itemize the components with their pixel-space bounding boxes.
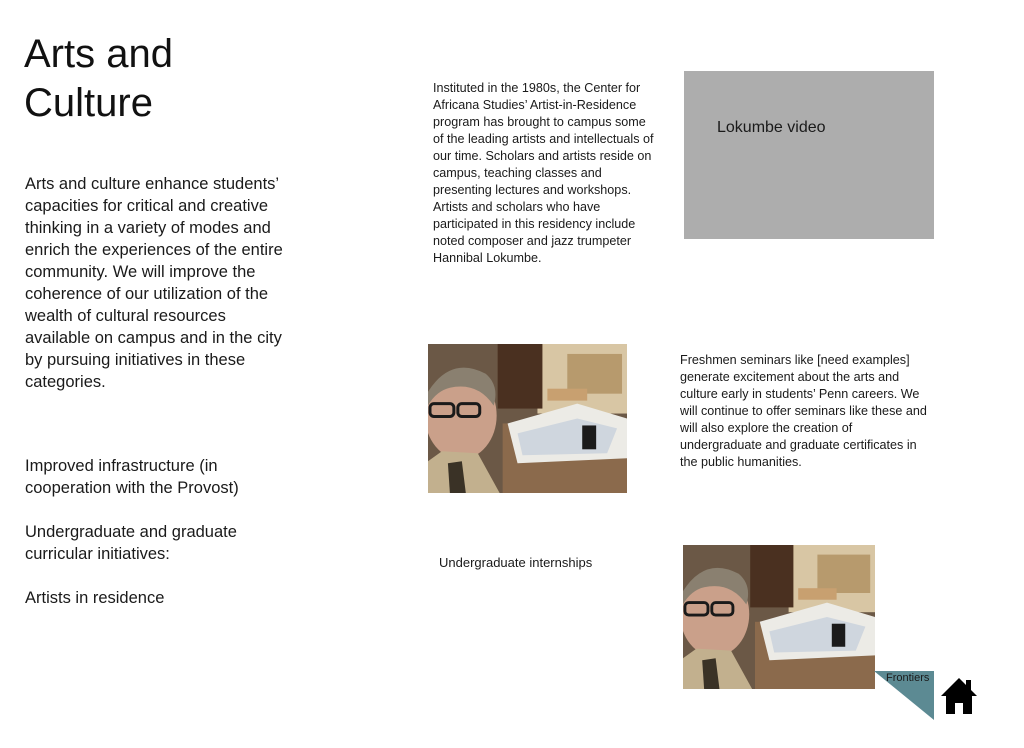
- home-icon: [941, 677, 977, 715]
- intro-paragraph: Arts and culture enhance students’ capacities for critical and creative thinking in a variety of modes and enrich the experiences of the entire community. We will improve the coherence of our utilization of the wealth of cultural resources available on campus and in the city by pursuing initiatives in these categories.: [25, 175, 283, 391]
- undergraduate-internships-label: Undergraduate internships: [439, 555, 593, 570]
- portrait-photo: [428, 344, 627, 493]
- freshmen-seminars-text: Freshmen seminars like [need examples] generate excitement about the arts and culture early in students’ Penn careers. We will continue to offer seminars like these and will also explore the creation of undergraduate and graduate certificates in the public humanities.: [680, 353, 927, 469]
- category-artists-in-residence: Artists in residence: [25, 589, 165, 607]
- home-button[interactable]: [941, 677, 977, 715]
- portrait-photo-repeat: [683, 545, 875, 689]
- frontiers-label: Frontiers: [886, 672, 930, 684]
- lokumbe-video-placeholder[interactable]: [684, 71, 934, 239]
- artist-in-residence-text: Instituted in the 1980s, the Center for Africana Studies’ Artist-in-Residence program has brought to campus some of the leading artists and intellectuals of our time. Scholars and artists reside on campus, teaching classes and presenting lectures and workshops. Artists and scholars who have participated in this residency include noted composer and jazz trumpeter Hannibal Lokumbe.: [433, 81, 654, 265]
- frontiers-nav-button[interactable]: [874, 671, 934, 720]
- page-title: Arts and Culture: [24, 32, 173, 125]
- category-infrastructure: Improved infrastructure (in cooperation with the Provost): [25, 457, 239, 497]
- category-curricular-initiatives: Undergraduate and graduate curricular initiatives:: [25, 523, 237, 563]
- video-label: Lokumbe video: [717, 119, 826, 136]
